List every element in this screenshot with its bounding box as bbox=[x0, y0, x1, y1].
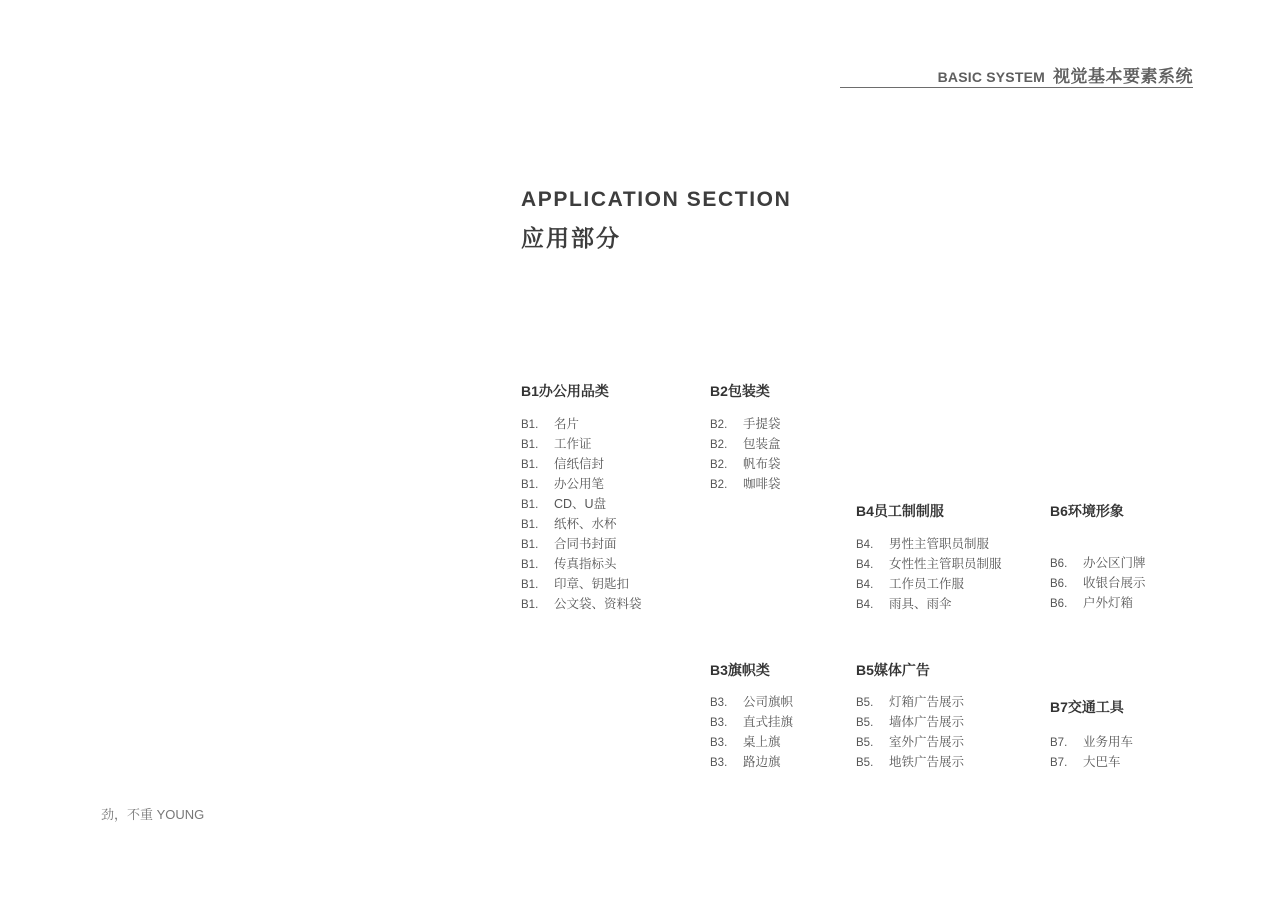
item-label: 雨具、雨伞 bbox=[889, 597, 952, 611]
list-item bbox=[521, 514, 642, 534]
item-code: B5. bbox=[856, 697, 874, 709]
section-b1-office-supplies bbox=[521, 382, 642, 614]
item-code: B4. bbox=[856, 579, 874, 591]
list-item bbox=[521, 474, 642, 494]
section-heading: B2包装类 bbox=[710, 383, 770, 399]
list-item bbox=[521, 594, 642, 614]
item-code: B6. bbox=[1050, 598, 1068, 610]
item-label: 咖啡袋 bbox=[743, 477, 781, 491]
item-code: B1. bbox=[521, 579, 539, 591]
item-label: 女性性主管职员制服 bbox=[889, 557, 1002, 571]
list-item bbox=[1050, 732, 1133, 752]
item-code: B1. bbox=[521, 539, 539, 551]
item-code: B6. bbox=[1050, 578, 1068, 590]
item-list bbox=[710, 692, 793, 772]
item-code: B1. bbox=[521, 519, 539, 531]
item-label: 业务用车 bbox=[1083, 735, 1134, 749]
list-item bbox=[710, 712, 793, 732]
item-code: B1. bbox=[521, 499, 539, 511]
item-code: B1. bbox=[521, 599, 539, 611]
item-label: 桌上旗 bbox=[743, 735, 781, 749]
item-label: 室外广告展示 bbox=[889, 735, 965, 749]
item-label: 收银台展示 bbox=[1083, 576, 1146, 590]
item-label: 印章、钥匙扣 bbox=[554, 577, 630, 591]
item-label: 灯箱广告展示 bbox=[889, 695, 965, 709]
list-item bbox=[856, 574, 1002, 594]
item-list bbox=[856, 692, 964, 772]
item-label: 地铁广告展示 bbox=[889, 755, 965, 769]
section-heading: B1办公用品类 bbox=[521, 383, 609, 399]
section-b7-vehicles bbox=[1050, 698, 1133, 772]
item-code: B4. bbox=[856, 599, 874, 611]
list-item bbox=[521, 434, 642, 454]
list-item bbox=[710, 732, 793, 752]
item-label: 包装盒 bbox=[743, 437, 781, 451]
section-title-english: APPLICATION SECTION bbox=[521, 188, 792, 211]
header-chinese-title: 视觉基本要素系统 bbox=[1053, 67, 1193, 86]
list-item bbox=[710, 752, 793, 772]
header-english-title: BASIC SYSTEM bbox=[937, 69, 1045, 85]
list-item bbox=[1050, 573, 1146, 593]
list-item bbox=[521, 554, 642, 574]
item-code: B6. bbox=[1050, 558, 1068, 570]
section-heading: B4员工制制服 bbox=[856, 503, 944, 519]
item-label: 名片 bbox=[554, 417, 580, 431]
header-divider bbox=[840, 87, 1193, 88]
item-code: B7. bbox=[1050, 737, 1068, 749]
section-title-chinese: 应用部分 bbox=[521, 225, 621, 251]
list-item bbox=[710, 434, 781, 454]
item-code: B5. bbox=[856, 717, 874, 729]
item-code: B1. bbox=[521, 439, 539, 451]
item-code: B3. bbox=[710, 737, 728, 749]
item-label: 大巴车 bbox=[1083, 755, 1121, 769]
list-item bbox=[710, 414, 781, 434]
section-heading: B3旗帜类 bbox=[710, 662, 770, 678]
list-item bbox=[521, 574, 642, 594]
item-code: B2. bbox=[710, 459, 728, 471]
item-code: B3. bbox=[710, 717, 728, 729]
item-code: B1. bbox=[521, 559, 539, 571]
item-label: 纸杯、水杯 bbox=[554, 517, 617, 531]
list-item bbox=[856, 554, 1002, 574]
section-heading: B7交通工具 bbox=[1050, 699, 1124, 715]
item-code: B4. bbox=[856, 559, 874, 571]
item-list bbox=[1050, 553, 1146, 613]
list-item bbox=[856, 752, 964, 772]
footer-slogan: 劲，不重 YOUNG bbox=[101, 807, 205, 822]
item-code: B5. bbox=[856, 737, 874, 749]
page-header bbox=[840, 62, 1193, 88]
item-list bbox=[521, 414, 642, 614]
list-item bbox=[521, 414, 642, 434]
list-item bbox=[856, 692, 964, 712]
item-label: 办公用笔 bbox=[554, 477, 605, 491]
item-label: 工作证 bbox=[554, 437, 592, 451]
list-item bbox=[521, 534, 642, 554]
item-label: 直式挂旗 bbox=[743, 715, 794, 729]
section-b3-flags bbox=[710, 661, 793, 772]
list-item bbox=[856, 594, 1002, 614]
item-list bbox=[856, 534, 1002, 614]
item-list bbox=[710, 414, 781, 494]
header-text bbox=[938, 62, 1193, 87]
item-code: B2. bbox=[710, 439, 728, 451]
section-b4-uniforms bbox=[856, 502, 1002, 614]
item-label: 墙体广告展示 bbox=[889, 715, 965, 729]
item-list bbox=[1050, 732, 1133, 772]
section-b5-media-ads bbox=[856, 661, 964, 772]
item-label: 男性主管职员制服 bbox=[889, 537, 990, 551]
item-label: 手提袋 bbox=[743, 417, 781, 431]
item-label: 公文袋、资料袋 bbox=[554, 597, 642, 611]
list-item bbox=[1050, 593, 1146, 613]
list-item bbox=[856, 712, 964, 732]
list-item bbox=[856, 534, 1002, 554]
item-code: B2. bbox=[710, 479, 728, 491]
section-b2-packaging bbox=[710, 382, 781, 494]
item-label: 帆布袋 bbox=[743, 457, 781, 471]
item-code: B7. bbox=[1050, 757, 1068, 769]
section-b6-environment bbox=[1050, 502, 1146, 613]
list-item bbox=[521, 494, 642, 514]
item-label: 公司旗帜 bbox=[743, 695, 794, 709]
list-item bbox=[710, 454, 781, 474]
item-label: 办公区门牌 bbox=[1083, 556, 1146, 570]
list-item bbox=[856, 732, 964, 752]
list-item bbox=[1050, 553, 1146, 573]
item-code: B1. bbox=[521, 479, 539, 491]
item-label: 合同书封面 bbox=[554, 537, 617, 551]
item-code: B1. bbox=[521, 419, 539, 431]
list-item bbox=[710, 474, 781, 494]
item-label: 传真指标头 bbox=[554, 557, 617, 571]
list-item bbox=[710, 692, 793, 712]
item-code: B3. bbox=[710, 697, 728, 709]
item-code: B1. bbox=[521, 459, 539, 471]
item-label: 路边旗 bbox=[743, 755, 781, 769]
item-code: B4. bbox=[856, 539, 874, 551]
item-code: B2. bbox=[710, 419, 728, 431]
section-heading: B6环境形象 bbox=[1050, 503, 1124, 519]
list-item bbox=[521, 454, 642, 474]
section-heading: B5媒体广告 bbox=[856, 662, 930, 678]
item-code: B3. bbox=[710, 757, 728, 769]
item-label: 工作员工作服 bbox=[889, 577, 965, 591]
item-code: B5. bbox=[856, 757, 874, 769]
list-item bbox=[1050, 752, 1133, 772]
item-label: 信纸信封 bbox=[554, 457, 605, 471]
item-label: 户外灯箱 bbox=[1083, 596, 1134, 610]
item-label: CD、U盘 bbox=[554, 497, 607, 511]
